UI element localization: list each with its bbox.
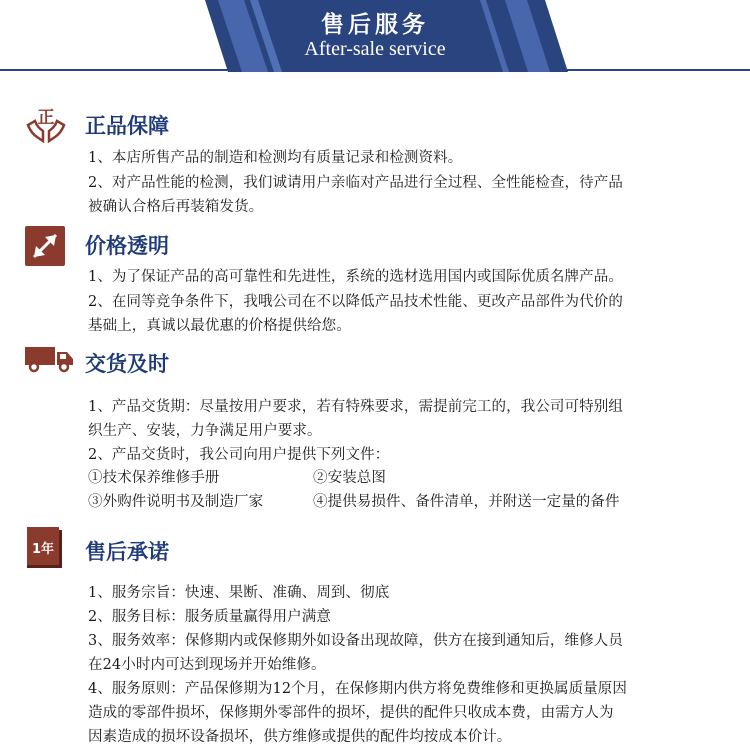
genuine-line-2: 2、对产品性能的检测，我们诚请用户亲临对产品进行全过程、全性能检查，待产品	[88, 175, 623, 191]
genuine-icon-char: 正	[37, 108, 55, 128]
promise-icon-text: 1年	[31, 542, 55, 557]
hands-genuine-icon	[25, 103, 67, 149]
promise-line-7: 因素造成的损坏设备损坏，供方维修或提供的配件均按成本价计。	[88, 729, 512, 745]
genuine-line-1: 1、本店所售产品的制造和检测均有质量记录和检测资料。	[88, 150, 463, 166]
price-line-3: 基础上，真诚以最优惠的价格提供给您。	[88, 318, 351, 334]
genuine-line-3: 被确认合格后再装箱发货。	[88, 199, 264, 215]
genuine-heading: 正品保障	[85, 113, 169, 138]
price-line-1: 1、为了保证产品的高可靠性和先进性，系统的选材选用国内或国际优质名牌产品。	[88, 269, 623, 285]
promise-line-1: 1、服务宗旨：快速、果断、准确、周到、彻底	[88, 585, 390, 601]
delivery-line-1: 1、产品交货期：尽量按用户要求，若有特殊要求，需提前完工的，我公司可特别组	[88, 399, 623, 415]
promise-line-2: 2、服务目标：服务质量赢得用户满意	[88, 609, 331, 625]
delivery-line-3: 2、产品交货时，我公司向用户提供下列文件：	[88, 447, 390, 463]
delivery-line-2: 织生产、安装，力争满足用户要求。	[88, 423, 322, 439]
promise-line-5: 4、服务原则：产品保修期为12个月，在保修期内供方将免费维修和更换属质量原因	[88, 681, 627, 697]
header-banner	[0, 0, 750, 75]
promise-heading: 售后承诺	[85, 539, 169, 564]
diagonal-arrow-icon	[25, 226, 65, 270]
delivery-document-4: ④提供易损件、备件清单，并附送一定量的备件	[313, 494, 620, 510]
delivery-heading: 交货及时	[85, 351, 169, 376]
delivery-document-3: ③外购件说明书及制造厂家	[88, 494, 264, 510]
delivery-document-2: ②安装总图	[313, 470, 386, 486]
banner-subtitle: After-sale service	[304, 38, 446, 60]
banner-title: 售后服务	[321, 11, 429, 38]
price-line-2: 2、在同等竞争条件下，我哦公司在不以降低产品技术性能、更改产品部件为代价的	[88, 294, 623, 310]
delivery-truck-icon	[25, 345, 75, 377]
promise-line-4: 在24小时内可达到现场并开始维修。	[88, 657, 326, 673]
price-heading: 价格透明	[85, 233, 169, 258]
one-year-book-icon	[25, 527, 63, 573]
delivery-document-1: ①技术保养维修手册	[88, 470, 220, 486]
promise-line-6: 造成的零部件损坏，保修期外零部件的损坏，提供的配件只收成本费，由需方人为	[88, 705, 614, 721]
promise-line-3: 3、服务效率：保修期内或保修期外如设备出现故障，供方在接到通知后，维修人员	[88, 633, 623, 649]
